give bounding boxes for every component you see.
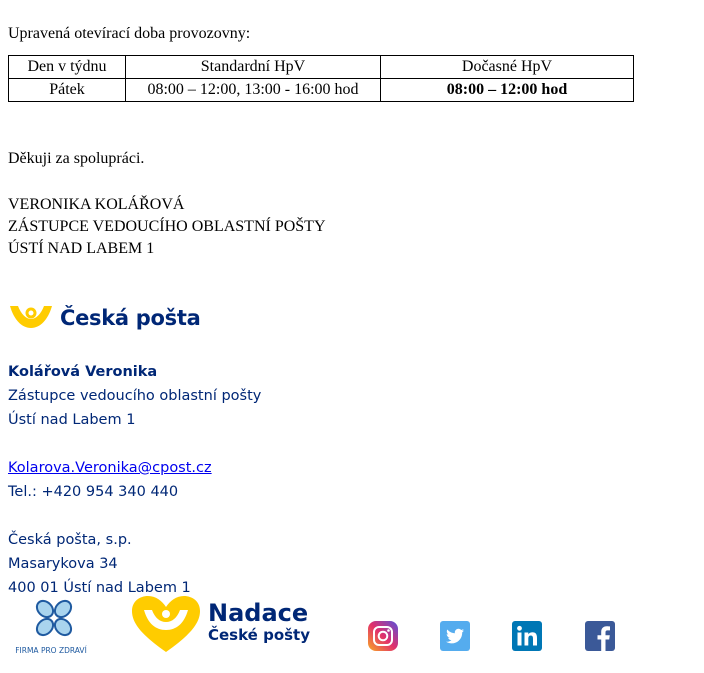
firma-pro-zdravi-logo [8,596,94,656]
header-day: Den v týdnu [9,56,126,79]
email-link[interactable]: Kolarova.Veronika@cpost.cz [8,460,212,476]
table-row [9,79,634,102]
thanks-text: Děkuji za spolupráci. [8,150,145,167]
header-standard: Standardní HpV [126,56,381,79]
card-office: Ústí nad Labem 1 [8,412,136,428]
instagram-icon[interactable] [367,620,399,652]
opening-hours-table [8,55,634,102]
nadace-logo-text [208,600,310,644]
signature-name: VERONIKA KOLÁŘOVÁ [8,196,185,213]
signature-upper [8,194,326,260]
card-phone: Tel.: +420 954 340 440 [8,484,179,500]
nadace-heart-logo [130,594,202,656]
footer-logos [0,592,704,662]
card-city: 400 01 Ústí nad Labem 1 [8,580,191,596]
card-street: Masarykova 34 [8,556,118,572]
nadace-line1: Nadace [208,599,309,627]
signature-office: ÚSTÍ NAD LABEM 1 [8,240,155,257]
nadace-line2: České pošty [208,626,310,644]
signature-role: ZÁSTUPCE VEDOUCÍHO OBLASTNÍ POŠTY [8,218,326,235]
firma-text: FIRMA PRO ZDRAVÍ [15,646,87,655]
ceska-posta-logo [8,304,200,332]
table-header-row [9,56,634,79]
linkedin-icon[interactable] [511,620,543,652]
brand-name: Česká pošta [60,306,201,330]
post-horn-icon [8,304,54,332]
card-role: Zástupce vedoucího oblastní pošty [8,388,262,404]
facebook-icon[interactable] [584,620,616,652]
contact-card [8,360,261,600]
cell-temporary: 08:00 – 12:00 hod [381,79,634,102]
card-company: Česká pošta, s.p. [8,532,132,548]
intro-text: Upravená otevírací doba provozovny: [8,25,251,42]
card-name: Kolářová Veronika [8,364,158,380]
header-temporary: Dočasné HpV [381,56,634,79]
cell-standard: 08:00 – 12:00, 13:00 - 16:00 hod [126,79,381,102]
twitter-icon[interactable] [439,620,471,652]
cell-day: Pátek [9,79,126,102]
